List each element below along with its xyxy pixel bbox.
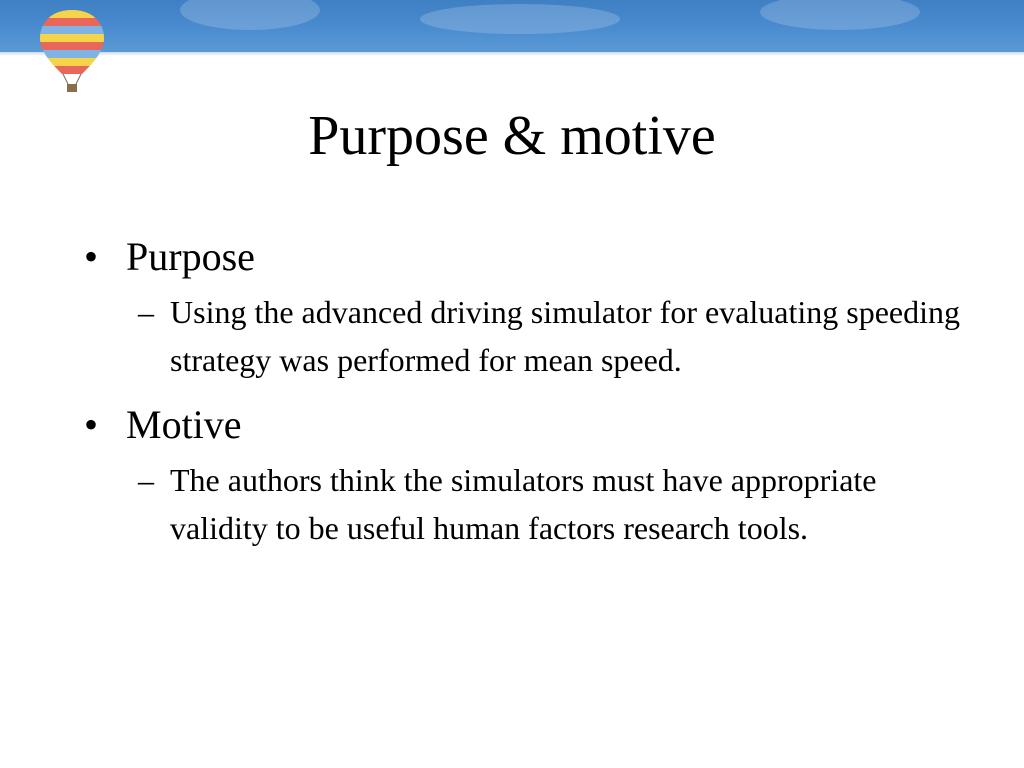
slide-title: Purpose & motive	[308, 105, 716, 167]
bullet-item-purpose	[84, 232, 964, 282]
sub-bullet-text: The authors think the simulators must have appropriate validity to be useful human factors research tools.	[170, 462, 877, 546]
bullet-item-motive	[84, 400, 964, 450]
sub-bullet-marker: –	[138, 294, 154, 330]
banner-shadow	[0, 52, 1024, 56]
sub-bullet-marker: –	[138, 462, 154, 498]
bullet-marker: •	[84, 402, 99, 447]
bullet-list	[84, 232, 964, 552]
sub-bullet-item	[84, 288, 964, 384]
sub-bullet-text: Using the advanced driving simulator for evaluating speeding strategy was performed for mean speed.	[170, 294, 961, 378]
sub-bullet-item	[84, 456, 964, 552]
bullet-text: Motive	[126, 402, 242, 447]
hot-air-balloon-icon	[38, 8, 106, 94]
bullet-marker: •	[84, 234, 99, 279]
sky-banner	[0, 0, 1024, 52]
bullet-text: Purpose	[126, 234, 255, 279]
